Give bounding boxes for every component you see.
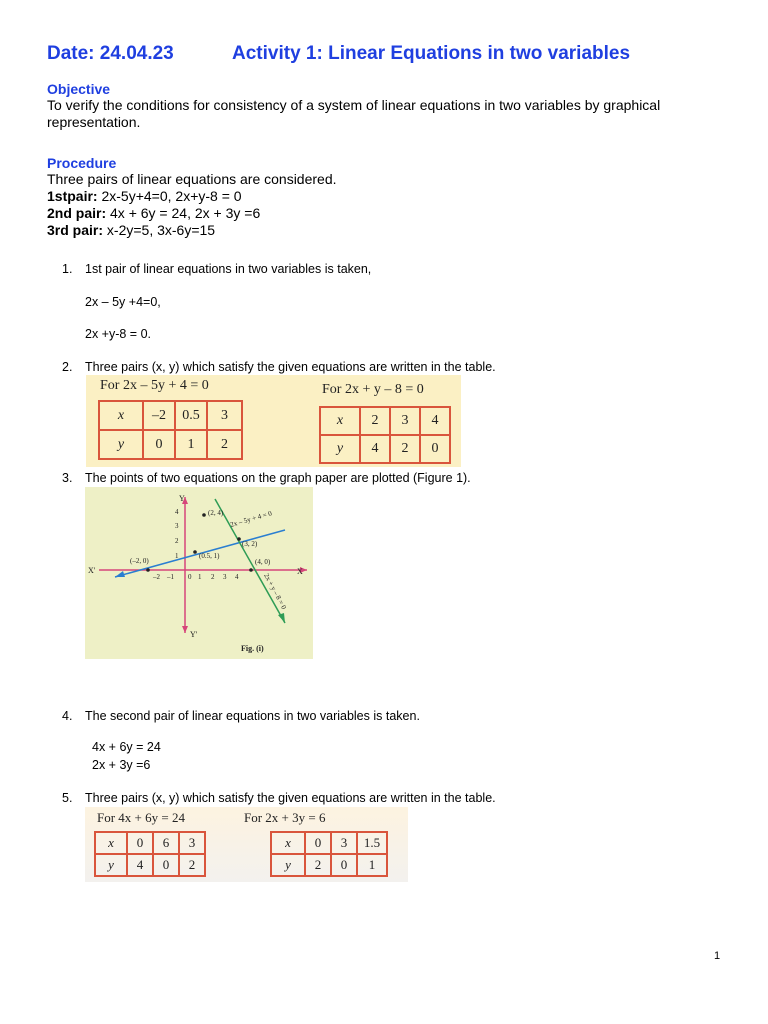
point-label: (–2, 0): [130, 557, 149, 565]
table-cell: 2: [207, 430, 242, 459]
date-label: Date: 24.04.23: [47, 43, 174, 64]
x-tick-label: –2: [153, 573, 160, 581]
step-3: [62, 471, 471, 485]
step-1: [62, 262, 371, 276]
table-cell: x: [95, 832, 127, 854]
table-cell: 2: [360, 407, 390, 435]
step-text: Three pairs (x, y) which satisfy the given equations are written in the table.: [85, 791, 496, 805]
step-2: [62, 360, 496, 374]
line-label: 2x – 5y + 4 = 0: [229, 509, 273, 529]
pair-1: [47, 188, 242, 205]
table-cell: 3: [331, 832, 357, 854]
step-5: [62, 791, 496, 805]
table-cell: 4: [127, 854, 153, 876]
equation: 2x – 5y +4=0,: [85, 295, 161, 309]
pair-label: 2nd pair:: [47, 205, 107, 221]
step-text: The points of two equations on the graph paper are plotted (Figure 1).: [85, 471, 471, 485]
table-cell: 2: [390, 435, 420, 463]
equation: 2x +y-8 = 0.: [85, 327, 152, 341]
pair-equations: x-2y=5, 3x-6y=15: [103, 222, 216, 238]
pair-equations: 4x + 6y = 24, 2x + 3y =6: [106, 205, 261, 221]
equation: 2x + 3y =6: [92, 758, 151, 772]
table-cell: y: [320, 435, 360, 463]
figure-caption: Fig. (i): [241, 644, 264, 653]
table-caption: For 2x + 3y = 6: [244, 810, 326, 825]
step-number: 3.: [62, 471, 73, 485]
y-tick-label: 4: [175, 508, 179, 516]
step-number: 1.: [62, 262, 73, 276]
table-cell: 0: [143, 430, 175, 459]
table-cell: y: [95, 854, 127, 876]
point-label: (0.5, 1): [199, 552, 220, 560]
table-row: [99, 430, 242, 459]
y-tick-label: 1: [175, 552, 179, 560]
table-cell: 4: [360, 435, 390, 463]
point-label: (3, 2): [242, 540, 258, 548]
values-table-image-1: [86, 375, 461, 467]
x-tick-label: 4: [235, 573, 239, 581]
y-axis-neg-label: Y': [190, 630, 198, 639]
values-table: [270, 831, 388, 877]
step-number: 2.: [62, 360, 73, 374]
x-tick-label: 0: [188, 573, 192, 581]
table-cell: 0.5: [175, 401, 207, 430]
table-cell: 3: [390, 407, 420, 435]
point-marker: [249, 568, 253, 572]
table-cell: x: [271, 832, 305, 854]
objective-heading: Objective: [47, 81, 111, 97]
table-cell: –2: [143, 401, 175, 430]
table-caption: For 2x – 5y + 4 = 0: [100, 378, 209, 393]
pair-2: [47, 205, 260, 222]
table-row: [320, 407, 450, 435]
line-arrow-icon: [115, 571, 125, 577]
table-cell: 0: [127, 832, 153, 854]
page-title: [47, 43, 631, 65]
pair-3: [47, 222, 215, 239]
point-label: (4, 0): [255, 558, 271, 566]
procedure-heading: Procedure: [47, 155, 117, 171]
x-axis-neg-label: X': [88, 566, 96, 575]
values-table-image-2: [85, 807, 408, 882]
table-cell: 2: [305, 854, 331, 876]
equation: 4x + 6y = 24: [92, 740, 161, 754]
point-marker: [237, 537, 241, 541]
pair-label: 1stpair:: [47, 188, 98, 204]
x-tick-label: –1: [167, 573, 174, 581]
y-axis-label: Y: [179, 494, 185, 503]
table-cell: 4: [420, 407, 450, 435]
table-row: [99, 401, 242, 430]
page-number: 1: [714, 950, 721, 962]
line-arrow-icon: [278, 613, 285, 623]
table-cell: 0: [305, 832, 331, 854]
line-label: 2x + y – 8 = 0: [262, 572, 288, 611]
graph-svg: [85, 487, 313, 659]
table-cell: 3: [179, 832, 205, 854]
procedure-intro: Three pairs of linear equations are considered.: [47, 171, 337, 187]
table-cell: x: [99, 401, 143, 430]
table-cell: 2: [179, 854, 205, 876]
values-table: [94, 831, 206, 877]
table-cell: 3: [207, 401, 242, 430]
values-table: [319, 406, 451, 464]
table-cell: 6: [153, 832, 179, 854]
objective-text: To verify the conditions for consistency of a system of linear equations in two variables by graphical representation.: [47, 97, 661, 130]
table-cell: 0: [420, 435, 450, 463]
point-marker: [202, 513, 206, 517]
table-row: [271, 832, 387, 854]
table-row: [271, 854, 387, 876]
table-cell: 1: [175, 430, 207, 459]
step-text: The second pair of linear equations in two variables is taken.: [85, 709, 420, 723]
step-text: 1st pair of linear equations in two variables is taken,: [85, 262, 372, 276]
table-cell: 0: [153, 854, 179, 876]
table-row: [95, 832, 205, 854]
pair-equations: 2x-5y+4=0, 2x+y-8 = 0: [97, 188, 242, 204]
y-axis-arrow-down-icon: [182, 626, 188, 633]
table-cell: y: [271, 854, 305, 876]
table-caption: For 2x + y – 8 = 0: [322, 382, 424, 397]
table-row: [95, 854, 205, 876]
graph-figure-1: [85, 487, 313, 659]
step-4: [62, 709, 420, 723]
table-cell: y: [99, 430, 143, 459]
table-row: [320, 435, 450, 463]
step-text: Three pairs (x, y) which satisfy the given equations are written in the table.: [85, 360, 496, 374]
y-tick-label: 2: [175, 537, 179, 545]
point-marker: [146, 568, 150, 572]
values-table: [98, 400, 243, 460]
x-tick-label: 2: [211, 573, 215, 581]
x-tick-label: 3: [223, 573, 227, 581]
table-cell: x: [320, 407, 360, 435]
table-cell: 1.5: [357, 832, 387, 854]
table-cell: 0: [331, 854, 357, 876]
table-caption: For 4x + 6y = 24: [97, 810, 185, 825]
x-axis-label: X: [297, 567, 303, 576]
step-number: 4.: [62, 709, 73, 723]
point-marker: [193, 550, 197, 554]
table-cell: 1: [357, 854, 387, 876]
pair-label: 3rd pair:: [47, 222, 104, 238]
point-label: (2, 4): [208, 509, 224, 517]
step-number: 5.: [62, 791, 73, 805]
x-tick-label: 1: [198, 573, 202, 581]
activity-title: Activity 1: Linear Equations in two variables: [232, 43, 631, 64]
y-tick-label: 3: [175, 522, 179, 530]
